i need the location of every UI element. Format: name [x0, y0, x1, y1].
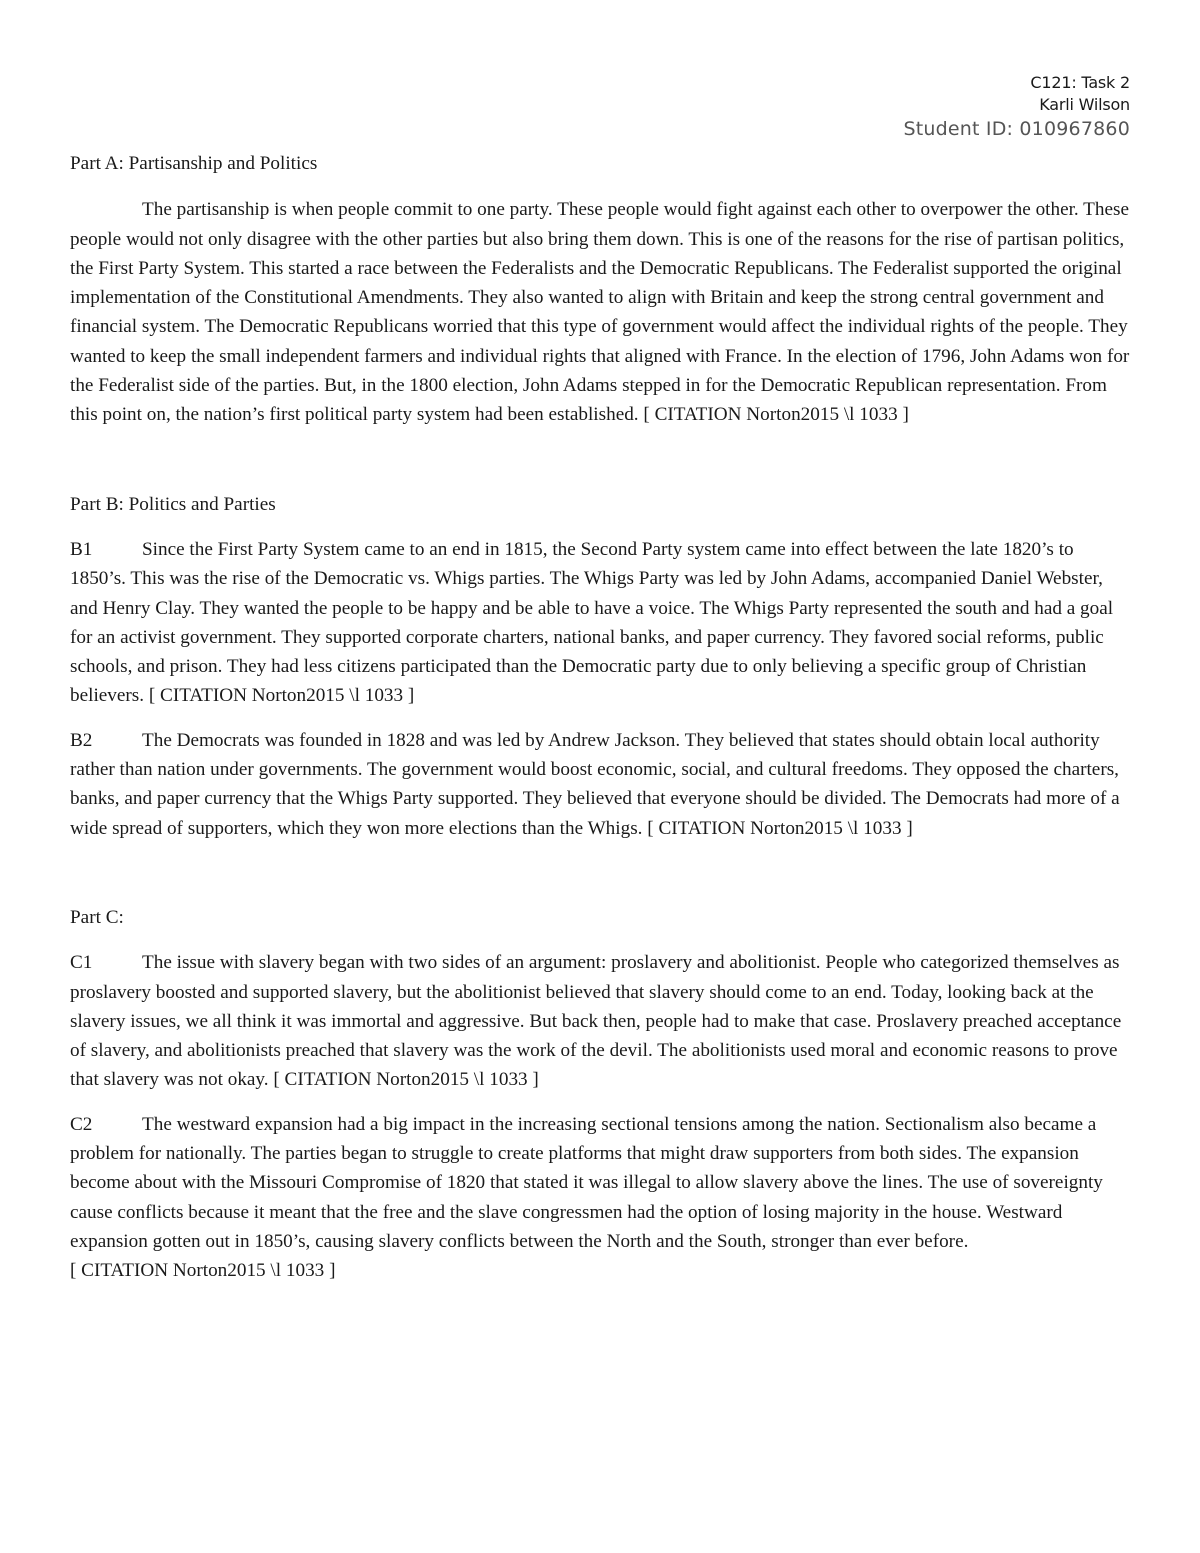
part-b2-paragraph: [70, 726, 1130, 843]
part-c2-text: The westward expansion had a big impact in the increasing sectional tensions among the nation. Sectionalism also became a problem for nationally. The parties began to struggle to create platforms that might draw supporters from both sides. The expansion become about with the Missouri Compromise of 1820 that stated it was illegal to allow slavery above the lines. The use of sovereignty cause conflicts because it meant that the free and the slave congressmen had the option of losing majority in the house. Westward expansion gotten out in 1850’s, causing slavery conflicts between the North and the South, stronger than ever before.: [70, 1113, 1103, 1252]
part-b2-label: B2: [70, 729, 93, 751]
author-name: Karli Wilson: [1039, 95, 1130, 114]
part-c1-label: C1: [70, 952, 93, 974]
part-b1-paragraph: [70, 535, 1130, 711]
part-c2-paragraph: [70, 1110, 1130, 1256]
student-id: Student ID: 010967860: [903, 118, 1130, 140]
document-header: [903, 72, 1130, 142]
document-body: [70, 149, 1130, 1286]
part-c2-label: C2: [70, 1113, 93, 1135]
course-task-label: C121: Task 2: [1030, 73, 1130, 92]
part-c2-citation: [ CITATION Norton2015 \l 1033 ]: [70, 1260, 336, 1282]
part-a-title: Part A: Partisanship and Politics: [70, 153, 318, 174]
part-a-paragraph: The partisanship is when people commit to one party. These people would fight against each other to overpower the other. These people would not only disagree with the other parties but also bring them down. This is one of the reasons for the rise of partisan politics, the First Party System. This started a race between the Federalists and the Democratic Republicans. The Federalist supported the original implementation of the Constitutional Amendments. They also wanted to align with Britain and keep the strong central government and financial system. The Democratic Republicans worried that this type of government would affect the individual rights of the people. They wanted to keep the small independent farmers and individual rights that aligned with France. In the election of 1796, John Adams won for the Federalist side of the parties. But, in the 1800 election, John Adams stepped in for the Democratic Republican representation. From this point on, the nation’s first political party system had been established. [ CITATION Norton2015 \l 1033 ]: [70, 199, 1130, 426]
part-c1-text: The issue with slavery began with two sides of an argument: proslavery and abolitionist. People who categorized themselves as proslavery boosted and supported slavery, but the abolitionist believed that slavery should come to an end. Today, looking back at the slavery issues, we all think it was immortal and aggressive. But back then, people had to make that case. Proslavery preached acceptance of slavery, and abolitionists preached that slavery was the work of the devil. The abolitionists used moral and economic reasons to prove that slavery was not okay. [ CITATION Norton2015 \l 1033 ]: [70, 952, 1122, 1091]
part-b1-label: B1: [70, 538, 93, 560]
part-b1-text: Since the First Party System came to an end in 1815, the Second Party system came into effect between the late 1820’s to 1850’s. This was the rise of the Democratic vs. Whigs parties. The Whigs Party was led by John Adams, accompanied Daniel Webster, and Henry Clay. They wanted the people to be happy and be able to have a voice. The Whigs Party represented the south and had a goal for an activist government. They supported corporate charters, national banks, and paper currency. They favored social reforms, public schools, and prison. They had less citizens participated than the Democratic party due to only believing a specific group of Christian believers. [ CITATION Norton2015 \l 1033 ]: [70, 538, 1114, 707]
part-c-title: Part C:: [70, 906, 124, 928]
part-b2-text: The Democrats was founded in 1828 and was led by Andrew Jackson. They believed that states should obtain local authority rather than nation under governments. The government would boost economic, social, and cultural freedoms. They opposed the charters, banks, and paper currency that the Whigs Party supported. They believed that everyone should be divided. The Democrats had more of a wide spread of supporters, which they won more elections than the Whigs. [ CITATION Norton2015 \l 1033 ]: [70, 729, 1120, 839]
part-c1-paragraph: [70, 948, 1130, 1094]
part-b-title: Part B: Politics and Parties: [70, 493, 276, 515]
